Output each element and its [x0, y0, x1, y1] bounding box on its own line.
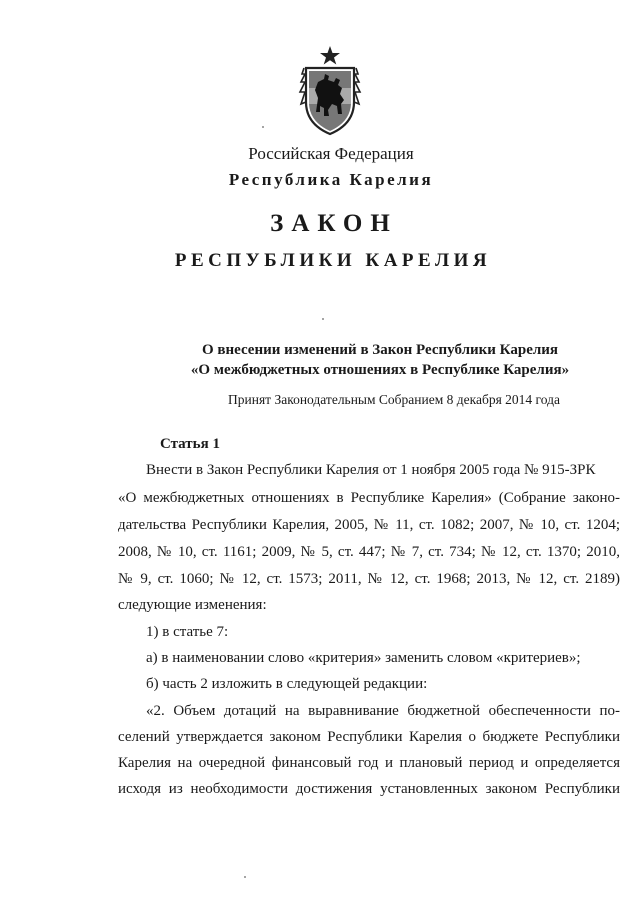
article-heading: Статья 1	[160, 436, 220, 452]
article-text-line: «О межбюджетных отношениях в Республике Карелия» (Собрание законо-	[118, 490, 620, 506]
article-text-line: исходя из необходимости достижения установленных законом Республики	[118, 781, 620, 797]
article-text-line: «2. Объем дотаций на выравнивание бюджетной обеспеченности по-	[146, 703, 620, 719]
adoption-note: Принят Законодательным Собранием 8 декабря 2014 года	[228, 392, 560, 407]
article-text-line: 2008, № 10, ст. 1161; 2009, № 5, ст. 447; № 7, ст. 734; № 12, ст. 1370; 2010,	[118, 544, 620, 560]
amendment-title-line-1: О внесении изменений в Закон Республики Карелия	[201, 342, 559, 358]
article-text-line: следующие изменения:	[118, 597, 267, 613]
law-subtitle: РЕСПУБЛИКИ КАРЕЛИЯ	[174, 250, 492, 271]
article-text-line: селений утверждается законом Республики Карелия о бюджете Республики	[118, 729, 620, 745]
scan-speck	[322, 318, 324, 320]
article-text-line: а) в наименовании слово «критерия» заменить словом «критериев»;	[146, 650, 581, 666]
scan-speck	[262, 126, 264, 128]
article-text-line: № 9, ст. 1060; № 12, ст. 1573; 2011, № 12, ст. 1968; 2013, № 12, ст. 2189)	[118, 571, 620, 587]
article-text-line: 1) в статье 7:	[146, 624, 229, 640]
republic-name: Республика Карелия	[228, 170, 434, 189]
scan-speck	[244, 876, 246, 878]
law-title: ЗАКОН	[270, 210, 398, 237]
article-text-line: Карелия на очередной финансовый год и плановый период и определяется	[118, 755, 620, 771]
article-text-line: дательства Республики Карелия, 2005, № 11, ст. 1082; 2007, № 10, ст. 1204;	[118, 517, 620, 533]
coat-of-arms-emblem	[298, 44, 362, 136]
article-text-line: Внести в Закон Республики Карелия от 1 ноября 2005 года № 915-ЗРК	[146, 462, 596, 478]
amendment-title-line-2: «О межбюджетных отношениях в Республике Карелия»	[190, 362, 570, 378]
federation-name: Российская Федерация	[248, 144, 414, 163]
article-text-line: б) часть 2 изложить в следующей редакции:	[146, 676, 428, 692]
